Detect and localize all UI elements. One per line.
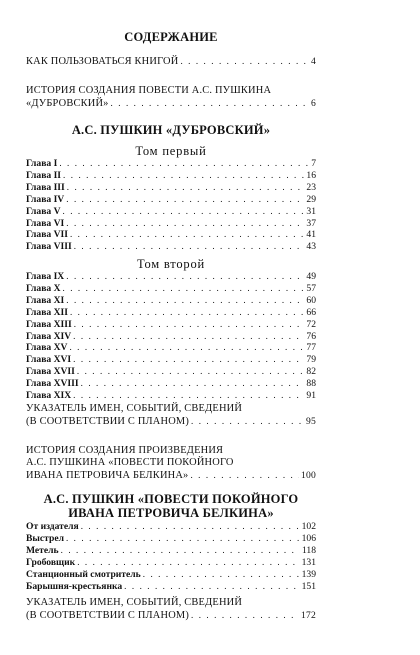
toc-entry-label: Глава XVIII [26, 378, 79, 390]
toc-entry-page: 60 [306, 294, 316, 306]
leader-dots [69, 341, 304, 353]
leader-dots [191, 609, 299, 621]
toc-entry-label: Глава X [26, 282, 61, 294]
toc-entry-page: 16 [306, 169, 316, 181]
toc-entry-label: КАК ПОЛЬЗОВАТЬСЯ КНИГОЙ [26, 56, 179, 67]
chapter-entry [26, 169, 316, 181]
story-entry [26, 556, 316, 568]
toc-entry-page: 151 [301, 580, 316, 592]
leader-dots [70, 228, 304, 240]
toc-entry-page: 79 [306, 354, 316, 366]
toc-entry-page: 131 [301, 556, 316, 568]
chapter-entry [26, 330, 316, 342]
leader-dots [111, 97, 309, 109]
toc-entry-label: Метель [26, 544, 59, 556]
toc-entry-label: (В СООТВЕТСТВИИ С ПЛАНОМ) [26, 416, 190, 427]
chapter-entry [26, 282, 316, 294]
toc-entry-label: Глава II [26, 169, 62, 181]
chapter-entry [26, 365, 316, 377]
toc-entry-page: 77 [306, 342, 316, 354]
volume-title-1: Том первый [135, 144, 207, 158]
section-title-belkin-line1: А.С. ПУШКИН «ПОВЕСТИ ПОКОЙНОГО [43, 492, 299, 506]
chapter-entry [26, 193, 316, 205]
story-entry [26, 532, 316, 544]
history1-line1: ИСТОРИЯ СОЗДАНИЯ ПОВЕСТИ А.С. ПУШКИНА [26, 85, 272, 96]
toc-entry-label: Глава XI [26, 294, 65, 306]
toc-entry-label: Глава V [26, 205, 61, 217]
chapter-entry [26, 181, 316, 193]
toc-entry-page: 57 [306, 282, 316, 294]
toc-entry-history2 [26, 469, 316, 481]
index2-line1: УКАЗАТЕЛЬ ИМЕН, СОБЫТИЙ, СВЕДЕНИЙ [26, 597, 243, 608]
chapter-entry [26, 306, 316, 318]
volume-title-2: Том второй [136, 257, 206, 271]
toc-entry-label: От издателя [26, 521, 79, 532]
leader-dots [63, 282, 305, 294]
toc-entry-label: «ДУБРОВСКИЙ» [26, 98, 109, 109]
leader-dots [180, 55, 309, 67]
toc-entry-page: 76 [306, 330, 316, 342]
chapter-entry [26, 389, 316, 401]
chapter-entry [26, 318, 316, 330]
chapter-entry [26, 240, 316, 252]
toc-entry-label: Глава VII [26, 229, 68, 241]
toc-entry-page: 88 [306, 378, 316, 390]
toc-entry-label: Глава XVII [26, 366, 75, 378]
toc-entry-label: Глава IV [26, 193, 65, 205]
toc-entry-index1 [26, 415, 316, 427]
leader-dots [73, 330, 304, 342]
toc-entry-label: Барышня-крестьянка [26, 580, 123, 592]
leader-dots [66, 217, 304, 229]
toc-entry-page: 7 [311, 158, 316, 169]
toc-entry-label: Глава XIX [26, 390, 72, 401]
chapter-entry [26, 205, 316, 217]
toc-entry-history1 [26, 97, 316, 109]
chapter-entry [26, 270, 316, 282]
leader-dots [59, 157, 309, 169]
history2-line2: А.С. ПУШКИНА «ПОВЕСТИ ПОКОЙНОГО [26, 457, 234, 468]
leader-dots [73, 389, 304, 401]
leader-dots [66, 294, 304, 306]
leader-dots [63, 205, 305, 217]
toc-entry-label: Глава XV [26, 342, 68, 354]
leader-dots [67, 181, 305, 193]
story-entry [26, 544, 316, 556]
toc-entry-page: 100 [301, 470, 316, 481]
toc-entry-page: 31 [306, 205, 316, 217]
toc-entry-label: Глава I [26, 158, 58, 169]
toc-entry-page: 172 [301, 610, 316, 621]
leader-dots [73, 353, 304, 365]
toc-entry-page: 66 [306, 306, 316, 318]
toc-entry-label: Станционный смотритель [26, 568, 141, 580]
section-title-belkin [26, 492, 316, 520]
section-title-belkin-line2: ИВАНА ПЕТРОВИЧА БЕЛКИНА» [68, 506, 274, 520]
history2-line1: ИСТОРИЯ СОЗДАНИЯ ПРОИЗВЕДЕНИЯ [26, 445, 224, 456]
toc-entry-page: 41 [306, 229, 316, 241]
chapter-entry [26, 353, 316, 365]
leader-dots [81, 520, 300, 532]
page-title: СОДЕРЖАНИЕ [124, 30, 218, 44]
toc-entry-page: 23 [306, 181, 316, 193]
leader-dots [77, 556, 299, 568]
leader-dots [143, 568, 300, 580]
leader-dots [63, 169, 304, 181]
toc-entry-label: Гробовщик [26, 556, 76, 568]
toc-entry-page: 82 [306, 366, 316, 378]
leader-dots [190, 469, 299, 481]
leader-dots [81, 377, 305, 389]
toc-entry-how-to-use [26, 55, 316, 67]
story-entry [26, 520, 316, 532]
toc-entry-page: 118 [301, 544, 316, 556]
leader-dots [61, 544, 300, 556]
toc-entry-label: ИВАНА ПЕТРОВИЧА БЕЛКИНА» [26, 470, 189, 481]
chapter-entry [26, 377, 316, 389]
toc-entry-label: Глава IX [26, 271, 65, 282]
leader-dots [191, 415, 304, 427]
toc-entry-page: 91 [306, 390, 316, 401]
toc-entry-page: 139 [301, 568, 316, 580]
toc-entry-page: 37 [306, 217, 316, 229]
toc-entry-label: Глава VI [26, 217, 65, 229]
toc-entry-label: Глава XII [26, 306, 68, 318]
leader-dots [74, 240, 305, 252]
toc-entry-page: 72 [306, 318, 316, 330]
story-entry [26, 568, 316, 580]
toc-entry-label: Выстрел [26, 532, 64, 544]
toc-entry-label: Глава XIV [26, 330, 72, 342]
leader-dots [70, 306, 304, 318]
toc-entry-page: 29 [306, 193, 316, 205]
toc-entry-page: 43 [306, 241, 316, 253]
story-entry [26, 580, 316, 592]
toc-entry-page: 4 [311, 56, 316, 67]
leader-dots [66, 193, 304, 205]
section-title-dubrovsky: А.С. ПУШКИН «ДУБРОВСКИЙ» [71, 123, 271, 137]
chapter-entry [26, 157, 316, 169]
toc-entry-page: 6 [311, 98, 316, 109]
leader-dots [77, 365, 305, 377]
toc-entry-page: 95 [306, 416, 316, 427]
leader-dots [74, 318, 305, 330]
toc-entry-label: (В СООТВЕТСТВИИ С ПЛАНОМ) [26, 610, 190, 621]
leader-dots [66, 270, 304, 282]
toc-entry-label: Глава VIII [26, 241, 72, 253]
toc-entry-page: 106 [301, 532, 316, 544]
chapter-entry [26, 294, 316, 306]
toc-entry-index2 [26, 609, 316, 621]
chapter-entry [26, 217, 316, 229]
leader-dots [124, 580, 299, 592]
index1-line1: УКАЗАТЕЛЬ ИМЕН, СОБЫТИЙ, СВЕДЕНИЙ [26, 403, 243, 414]
toc-entry-page: 49 [306, 271, 316, 282]
leader-dots [66, 532, 300, 544]
toc-entry-page: 102 [301, 521, 316, 532]
chapter-entry [26, 228, 316, 240]
chapter-entry [26, 341, 316, 353]
toc-entry-label: Глава XIII [26, 318, 72, 330]
toc-entry-label: Глава XVI [26, 354, 72, 366]
toc-entry-label: Глава III [26, 181, 65, 193]
